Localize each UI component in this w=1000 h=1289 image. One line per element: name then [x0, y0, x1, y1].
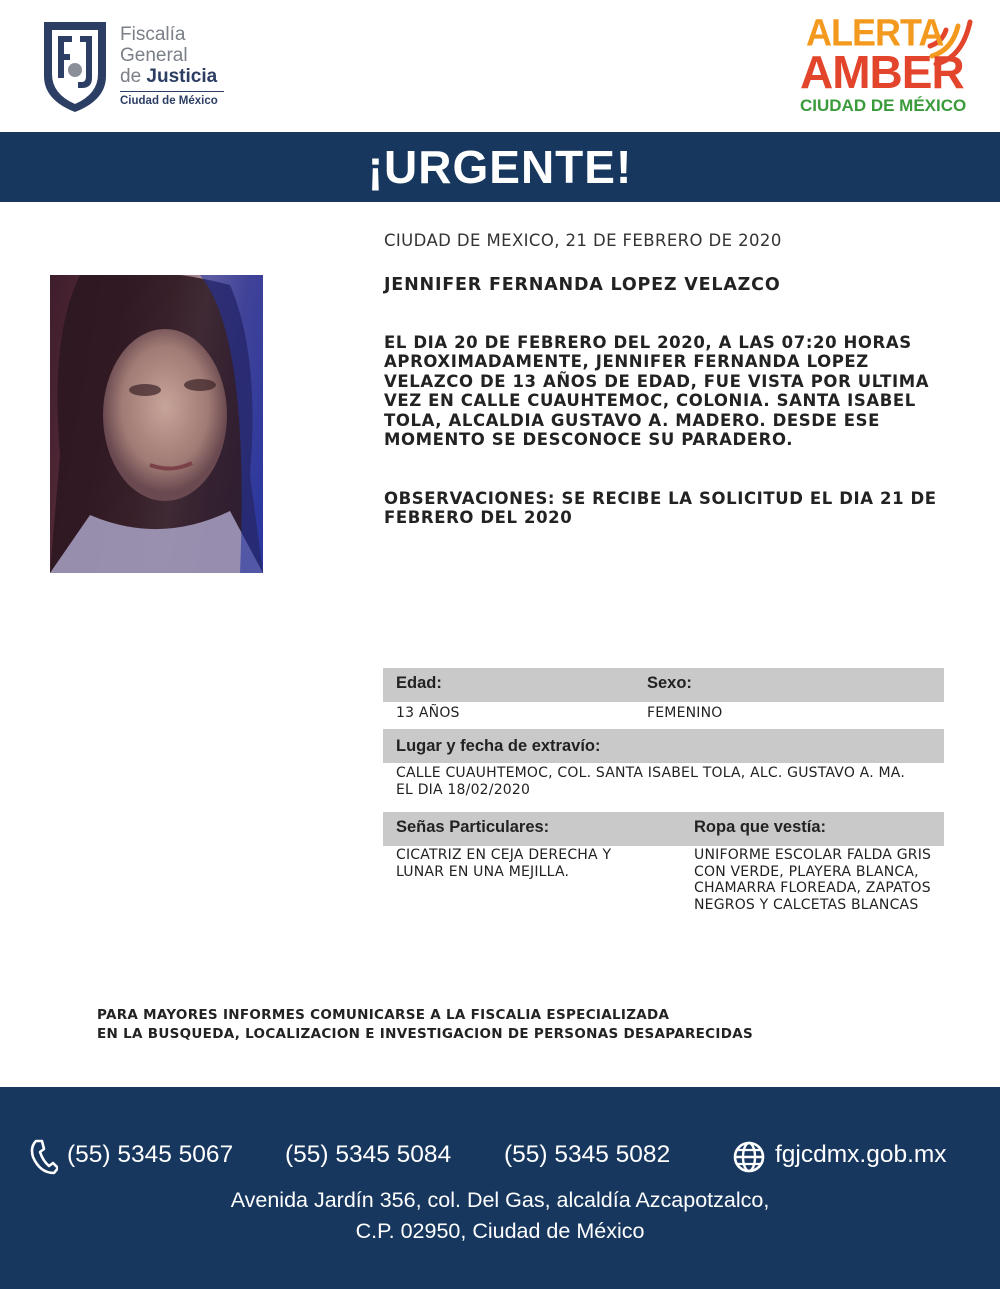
- phone-number-2[interactable]: (55) 5345 5084: [285, 1141, 452, 1168]
- senas-label: Señas Particulares:: [396, 818, 550, 836]
- notice-date: CIUDAD DE MEXICO, 21 DE FEBRERO DE 2020: [384, 231, 782, 250]
- person-name: JENNIFER FERNANDA LOPEZ VELAZCO: [384, 275, 781, 295]
- globe-icon: [733, 1141, 765, 1173]
- fgj-line-3-bold: Justicia: [146, 66, 218, 87]
- address-line-1: Avenida Jardín 356, col. Del Gas, alcaldía Azcapotzalco,: [230, 1188, 770, 1212]
- fgj-line-1: Fiscalía: [120, 24, 186, 45]
- lugar-label: Lugar y fecha de extravío:: [396, 737, 601, 755]
- sexo-label: Sexo:: [647, 674, 692, 692]
- phone-icon: [30, 1139, 58, 1175]
- address: [0, 1185, 1000, 1247]
- edad-value: 13 AÑOS: [396, 705, 460, 721]
- fgj-city: Ciudad de México: [120, 91, 224, 107]
- fgj-line-2: General: [120, 45, 188, 66]
- portrait-placeholder: [50, 275, 263, 573]
- fgj-line-3: [120, 66, 224, 87]
- ropa-label: Ropa que vestía:: [694, 818, 827, 836]
- amber-line-2: AMBER: [800, 46, 964, 98]
- missing-person-photo: [50, 275, 263, 573]
- amber-line-1: ALERTA: [806, 10, 944, 54]
- fgj-wordmark: [120, 24, 224, 107]
- ropa-value: UNIFORME ESCOLAR FALDA GRIS CON VERDE, PLAYERA BLANCA, CHAMARRA FLOREADA, ZAPATOS NEGROS Y CALCETAS BLANCAS: [694, 847, 932, 913]
- contact-note-line-1: PARA MAYORES INFORMES COMUNICARSE A LA FISCALIA ESPECIALIZADA: [97, 1007, 670, 1023]
- notice-observations: OBSERVACIONES: SE RECIBE LA SOLICITUD EL DIA 21 DE FEBRERO DEL 2020: [384, 489, 937, 528]
- address-line-2: C.P. 02950, Ciudad de México: [355, 1219, 645, 1243]
- notice-description: EL DIA 20 DE FEBRERO DEL 2020, A LAS 07:20 HORAS APROXIMADAMENTE, JENNIFER FERNANDA LOPEZ VELAZCO DE 13 AÑOS DE EDAD, FUE VISTA POR ULTIMA VEZ EN CALLE CUAUHTEMOC, COLONIA. SANTA ISABEL TOLA, ALCALDIA GUSTAVO A. MADERO. DESDE ESE MOMENTO SE DESCONOCE SU PARADERO.: [384, 333, 930, 450]
- senas-value: CICATRIZ EN CEJA DERECHA Y LUNAR EN UNA MEJILLA.: [396, 847, 612, 880]
- banner-title: ¡URGENTE!: [367, 141, 633, 193]
- fgj-line-3-prefix: de: [120, 66, 147, 87]
- website-link[interactable]: fgjcdmx.gob.mx: [775, 1141, 947, 1168]
- phone-number-3[interactable]: (55) 5345 5082: [504, 1141, 671, 1168]
- footer: [0, 1087, 1000, 1289]
- fgj-logo: [38, 18, 238, 118]
- contact-note: [97, 1006, 897, 1043]
- urgent-banner: [0, 132, 1000, 202]
- lugar-value: CALLE CUAUHTEMOC, COL. SANTA ISABEL TOLA, ALC. GUSTAVO A. MA. EL DIA 18/02/2020: [396, 765, 905, 798]
- edad-label: Edad:: [396, 674, 442, 692]
- phone-number-1[interactable]: (55) 5345 5067: [67, 1141, 234, 1168]
- contact-note-line-2: EN LA BUSQUEDA, LOCALIZACION E INVESTIGACION DE PERSONAS DESAPARECIDAS: [97, 1025, 753, 1042]
- fgj-shield-icon: [38, 18, 112, 114]
- amber-line-3: CIUDAD DE MÉXICO: [800, 96, 967, 115]
- sexo-value: FEMENINO: [647, 705, 723, 721]
- alerta-amber-logo: [796, 10, 976, 120]
